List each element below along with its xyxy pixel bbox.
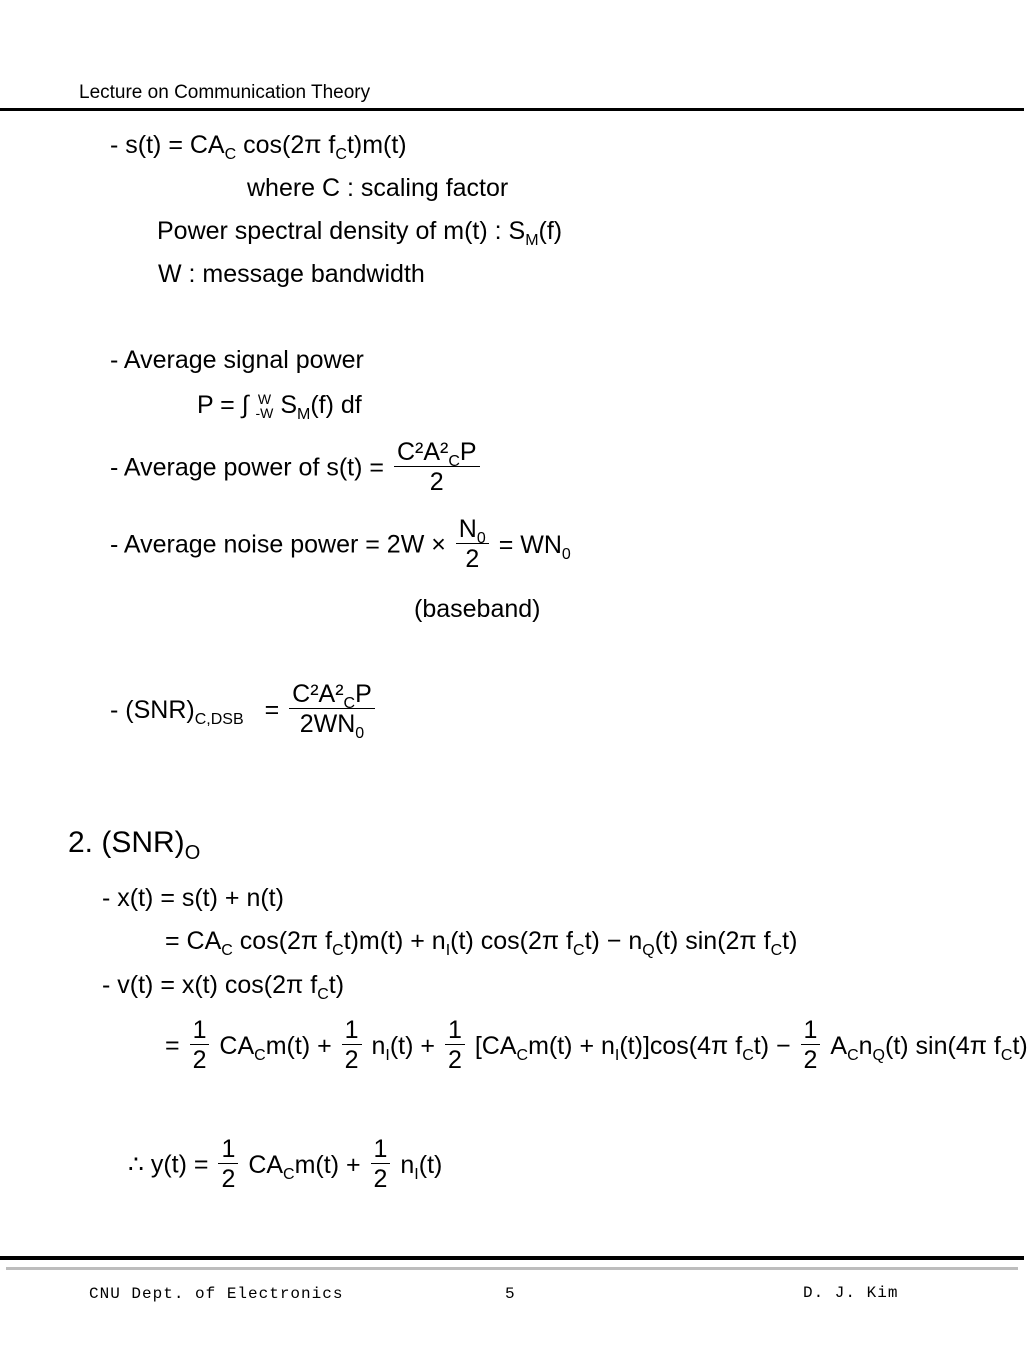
footer-rule (0, 1256, 1024, 1260)
eq-bandwidth: W : message bandwidth (158, 260, 425, 288)
footer-rule-shadow (6, 1267, 1018, 1270)
frac-noise: $\frac{N_0}{2}$ (456, 515, 489, 574)
eq-xt: - x(t) = s(t) + n(t) (102, 884, 284, 912)
section-heading: 2. $(SNR)_O$ (68, 826, 201, 864)
frac-snr-dsb: $\frac{C^2A^2_CP}{2WN_0}$ (289, 680, 375, 739)
eq-yt: ∴ y(t) = $\frac{1}{2}$ $CA_Cm(t)$ + $\frac{1}{2}$ $n_I(t)$ (128, 1135, 443, 1193)
eq-xt-expanded: = $CA_C$ cos(2π $f_Ct)m(t) + n_I(t)$ cos(2π $f_Ct) - n_Q(t)$ sin(2π $f_Ct$) (165, 927, 798, 959)
eq-avg-noise: - Average noise power = 2W × $\frac{N_0}{2}$ = $WN_0$ (110, 515, 571, 573)
header-title: Lecture on Communication Theory (79, 82, 371, 103)
header-rule (0, 108, 1024, 111)
eq-st: - $s(t) = CA_C$ cos(2π $f_Ct)m(t)$ (110, 131, 407, 163)
eq-snr-dsb: - $(SNR)_{C,DSB}$ = $\frac{C^2A^2_CP}{2WN_0}$ (110, 680, 378, 739)
eq-where: where C : scaling factor (247, 174, 509, 202)
frac-avg-power: $\frac{C^2A^2_CP}{2}$ (394, 438, 480, 497)
footer-author: D. J. Kim (803, 1284, 899, 1302)
eq-vt: - v(t) = x(t) cos(2π $f_Ct$) (102, 971, 345, 1003)
footer-dept: CNU Dept. of Electronics (89, 1285, 344, 1303)
eq-vt-expanded: = $\frac{1}{2}$ $CA_Cm(t)$ + $\frac{1}{2}$ $n_I(t)$ + $\frac{1}{2}$ $[CA_Cm(t) + n_I(t)]\cos(4\pi$ $f_Ct$) − $\frac{1}{2}$ $A_Cn_Q(t)$ sin(4π $f_Ct$) (165, 1016, 1028, 1074)
footer-page-number: 5 (505, 1285, 516, 1303)
eq-baseband: (baseband) (414, 595, 541, 623)
eq-avg-power: - Average power of s(t) = $\frac{C^2A^2_CP}{2}$ (110, 438, 483, 497)
eq-psd: Power spectral density of m(t) : $S_M(f)$ (157, 217, 563, 249)
eq-p-integral: P = ∫ W -W $S_M(f)$ df (197, 391, 362, 423)
eq-avg-signal: - Average signal power (110, 346, 364, 374)
